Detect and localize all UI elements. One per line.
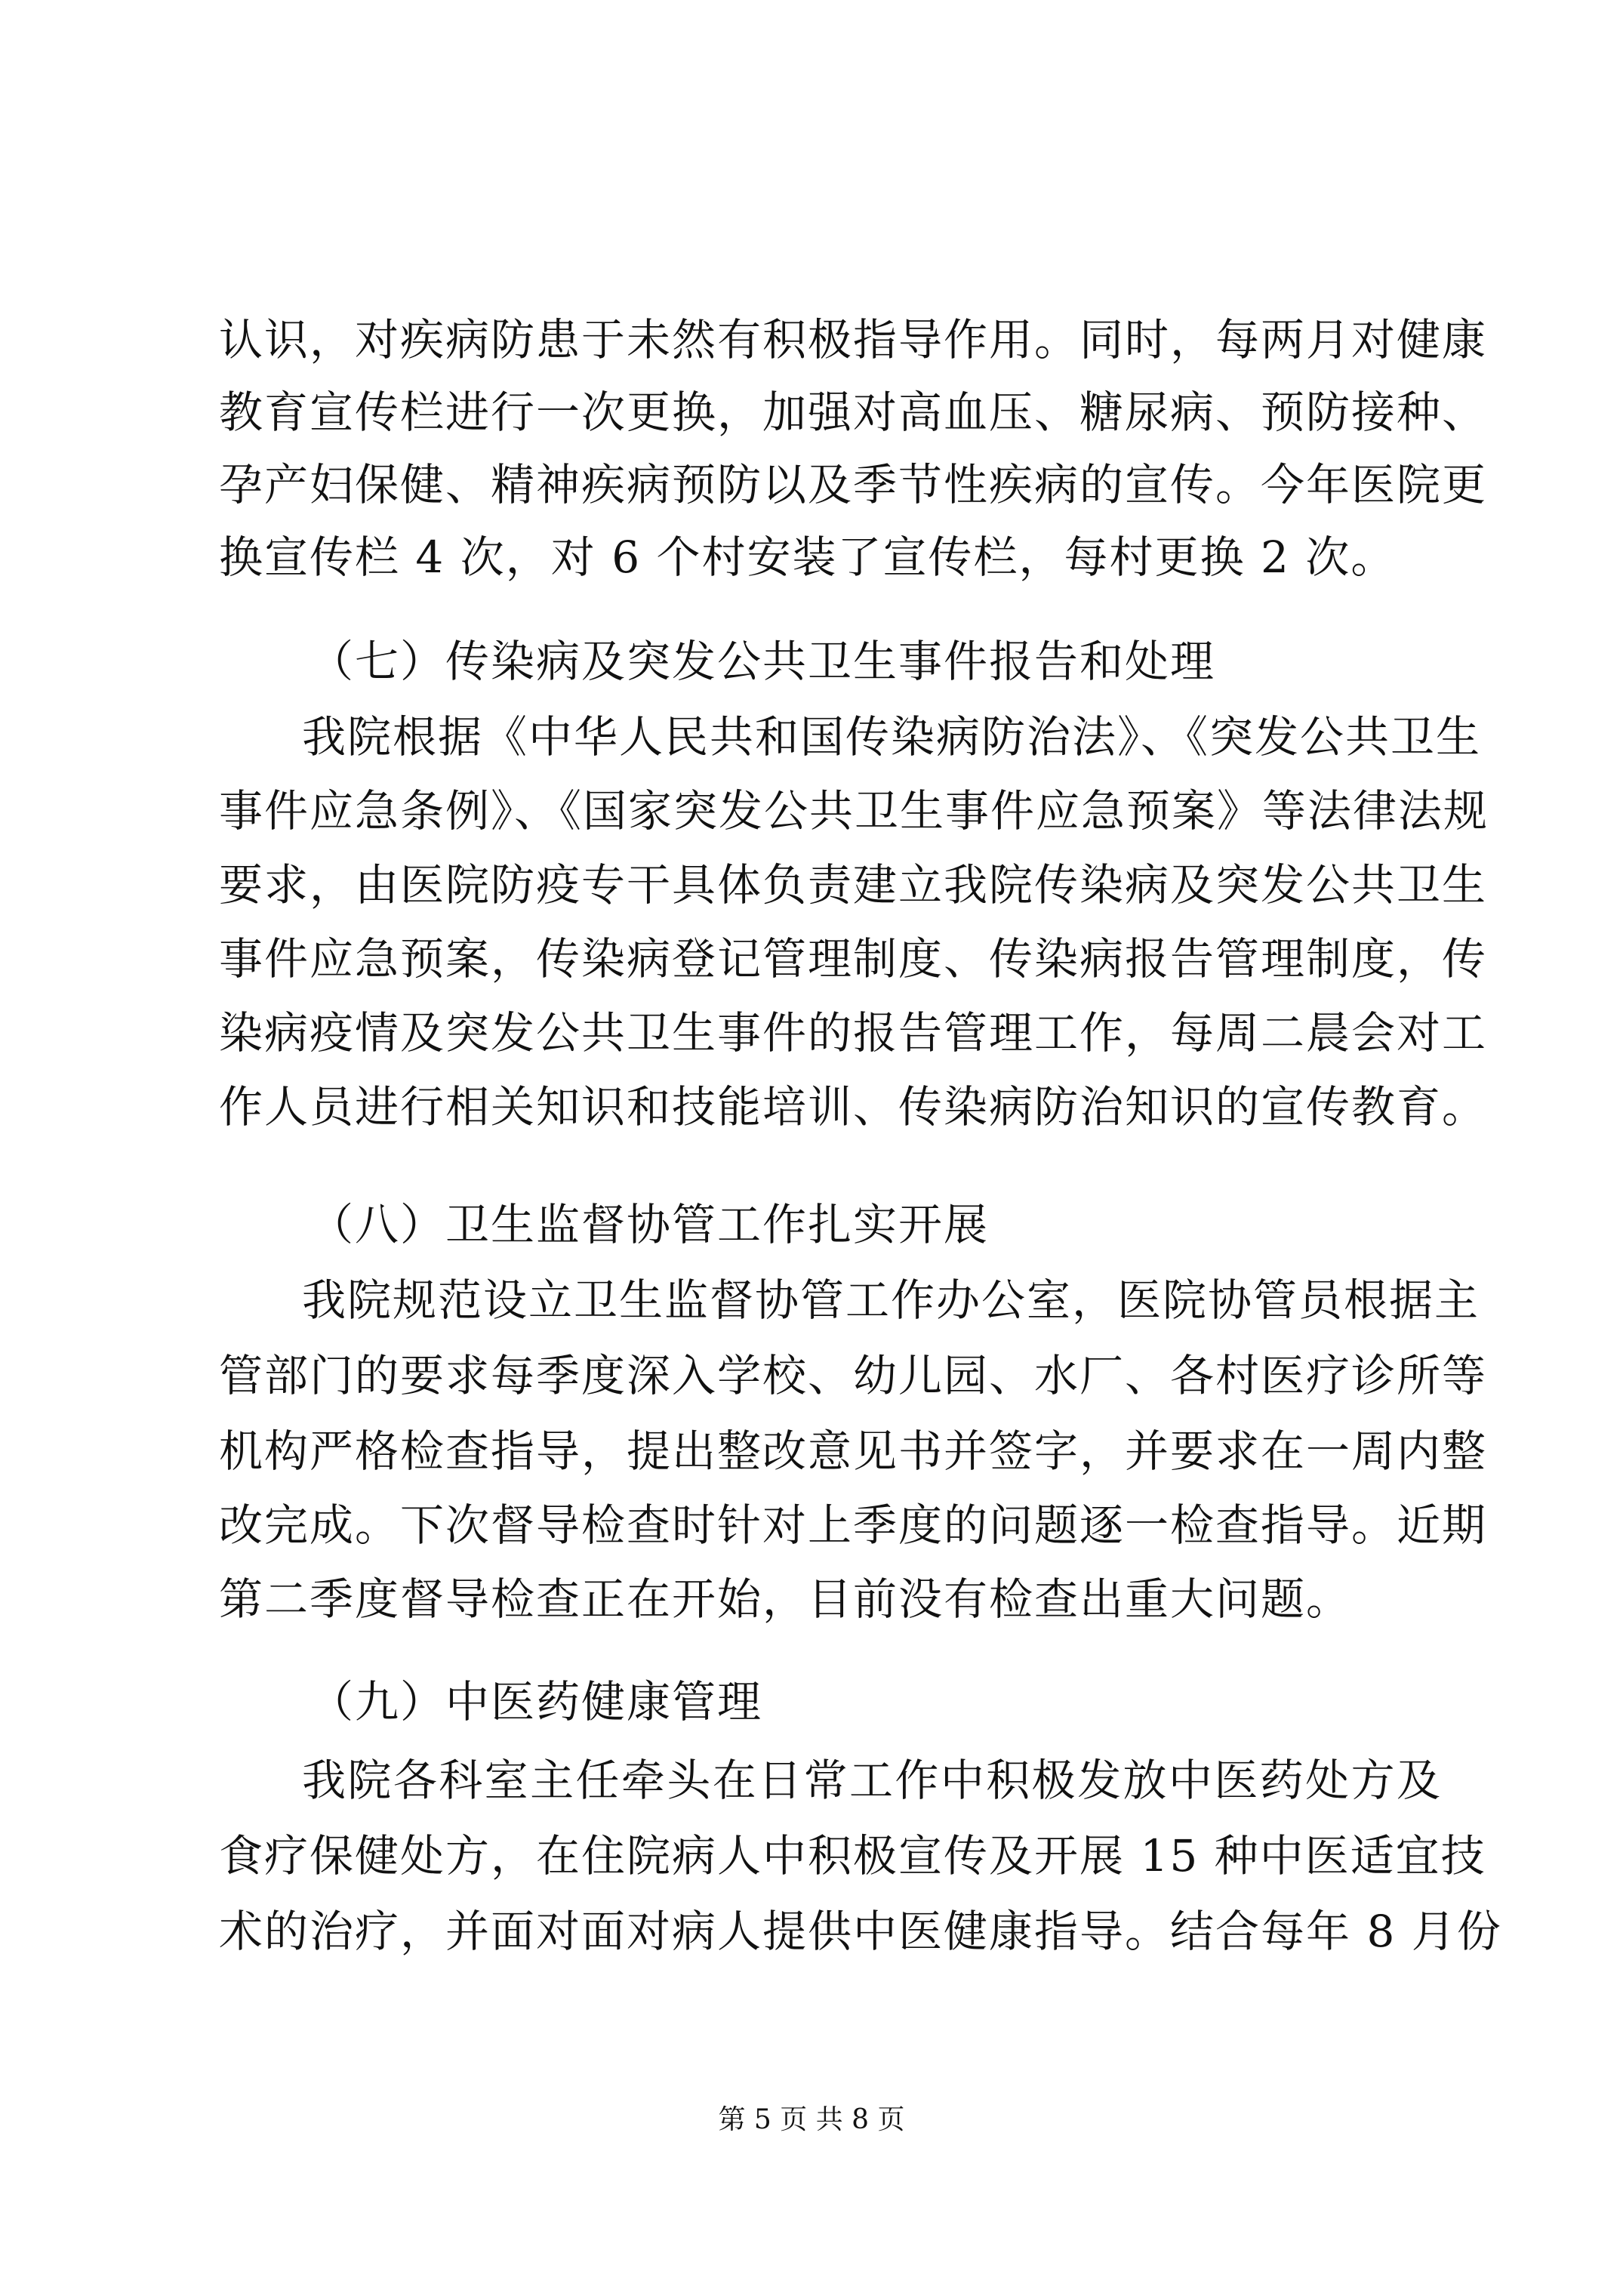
body-text-line: 机构严格检查指导，提出整改意见书并签字，并要求在一周内整	[219, 1425, 1488, 1477]
page-number: 第 5 页 共 8 页	[718, 2104, 905, 2135]
body-text-line: 我院根据《中华人民共和国传染病防治法》、《突发公共卫生	[302, 711, 1482, 763]
body-text-line: 作人员进行相关知识和技能培训、传染病防治知识的宣传教育。	[219, 1081, 1488, 1133]
body-text-line: 孕产妇保健、精神疾病预防以及季节性疾病的宣传。今年医院更	[219, 459, 1488, 510]
body-text-line: 认识，对疾病防患于未然有积极指导作用。同时，每两月对健康	[219, 314, 1488, 365]
body-text-line: 改完成。下次督导检查时针对上季度的问题逐一检查指导。近期	[219, 1499, 1488, 1551]
body-text-line: 我院各科室主任牵头在日常工作中积极发放中医药处方及	[302, 1755, 1442, 1806]
body-text-line: 染病疫情及突发公共卫生事件的报告管理工作，每周二晨会对工	[219, 1007, 1488, 1059]
section-heading-8: （八）卫生监督协管工作扎实开展	[310, 1199, 990, 1250]
body-text-line: 术的治疗，并面对面对病人提供中医健康指导。结合每年 8 月份	[219, 1906, 1502, 1957]
body-text-line: 要求，由医院防疫专干具体负责建立我院传染病及突发公共卫生	[219, 859, 1488, 911]
body-text-line: 换宣传栏 4 次，对 6 个村安装了宣传栏，每村更换 2 次。	[219, 532, 1397, 583]
body-text-line: 管部门的要求每季度深入学校、幼儿园、水厂、各村医疗诊所等	[219, 1350, 1488, 1401]
body-text-line: 事件应急条例》、《国家突发公共卫生事件应急预案》等法律法规	[219, 785, 1489, 837]
body-text-line: 食疗保健处方，在住院病人中积极宣传及开展 15 种中医适宜技	[219, 1830, 1486, 1881]
body-text-line: 教育宣传栏进行一次更换，加强对高血压、糖尿病、预防接种、	[219, 387, 1488, 438]
section-heading-9: （九）中医药健康管理	[310, 1676, 763, 1727]
body-text-line: 事件应急预案，传染病登记管理制度、传染病报告管理制度，传	[219, 933, 1488, 985]
body-text-line: 第二季度督导检查正在开始，目前没有检查出重大问题。	[219, 1573, 1352, 1625]
section-heading-7: （七）传染病及突发公共卫生事件报告和处理	[310, 636, 1216, 687]
body-text-line: 我院规范设立卫生监督协管工作办公室，医院协管员根据主	[302, 1274, 1480, 1326]
